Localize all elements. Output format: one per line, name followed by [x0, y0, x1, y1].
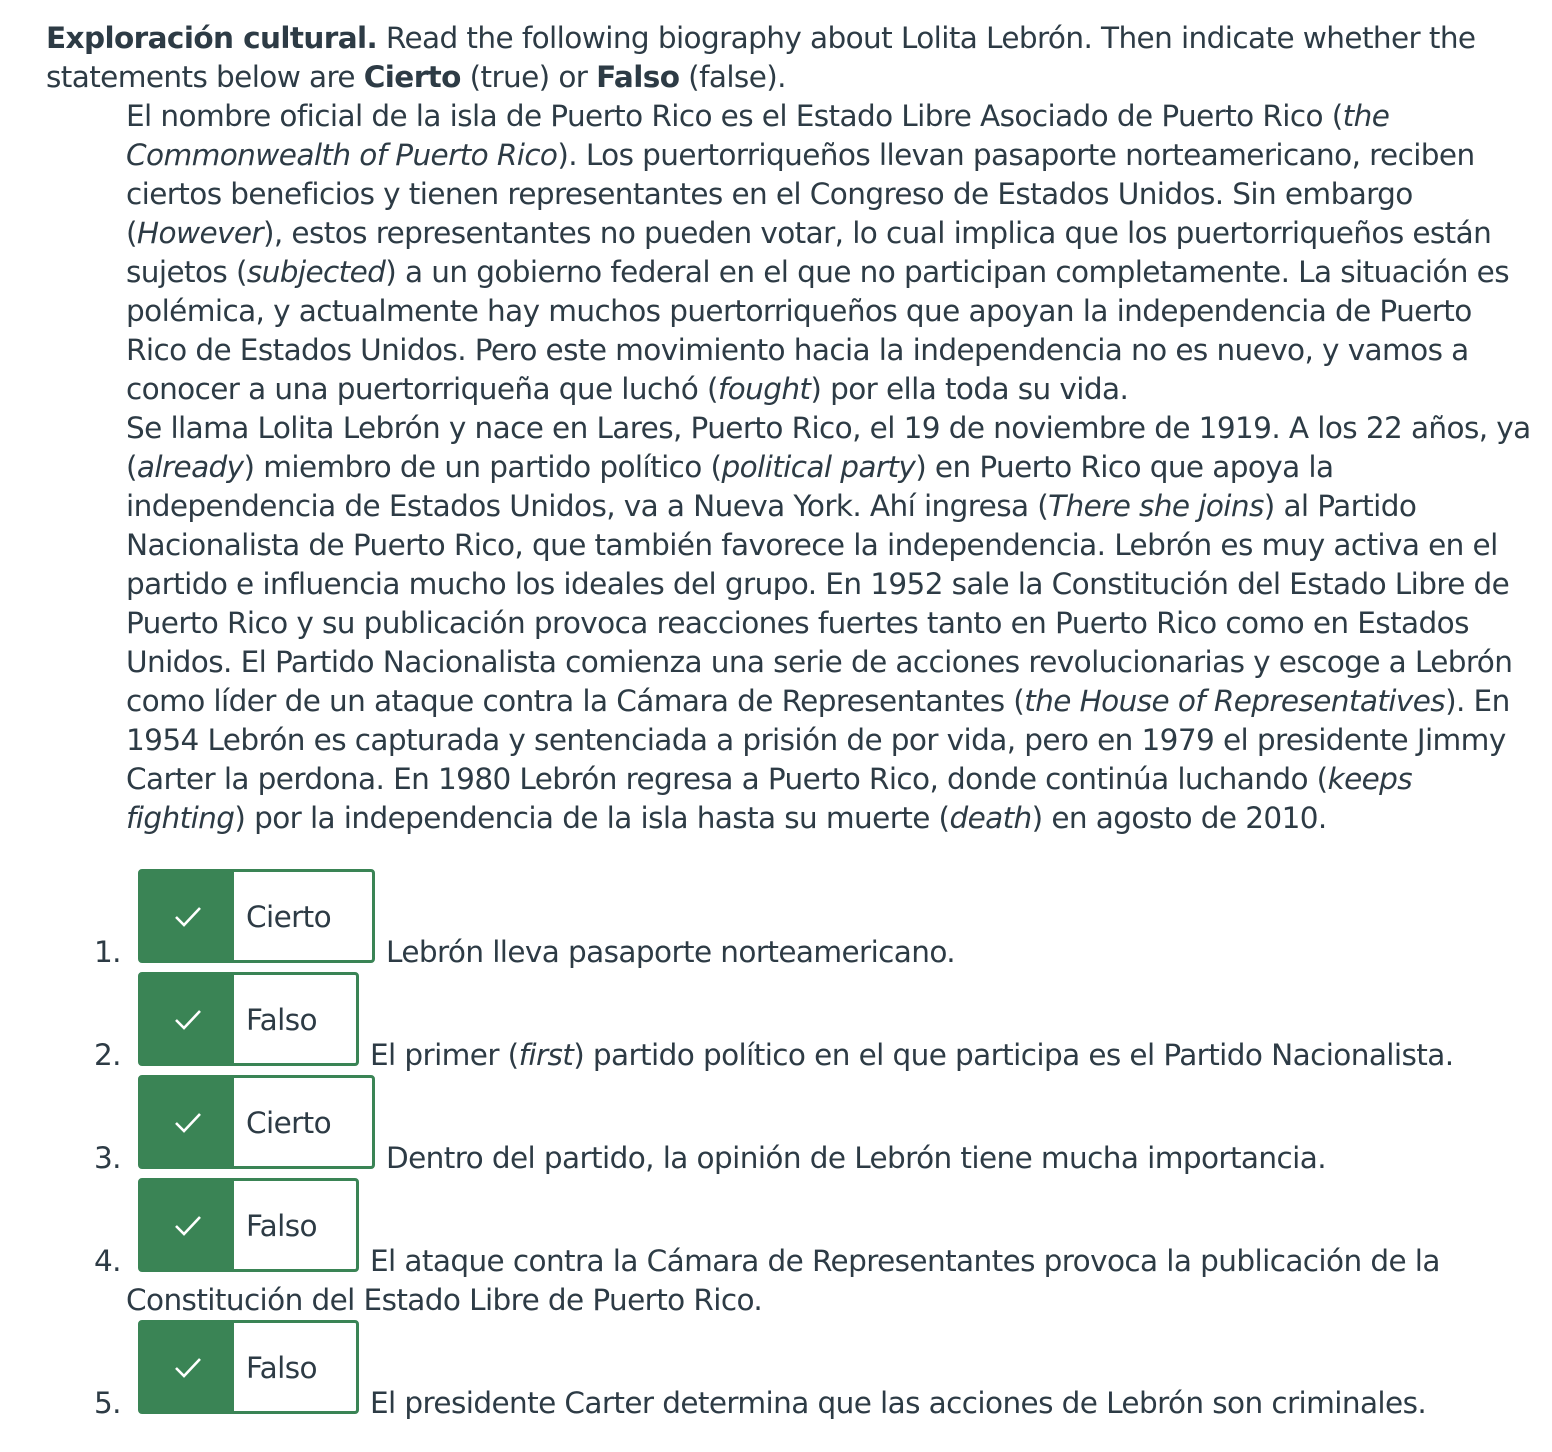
checkmark-icon — [141, 1078, 234, 1166]
gloss: political party — [721, 450, 916, 484]
gloss: already — [136, 450, 244, 484]
answer-select[interactable] — [138, 972, 359, 1066]
instructions — [46, 19, 1526, 97]
checkmark-icon — [141, 872, 234, 960]
statement-text: El primer ( — [370, 1038, 519, 1072]
answer-select[interactable] — [138, 869, 375, 963]
passage-paragraph-2 — [126, 409, 1536, 838]
passage-text: ) por la independencia de la isla hasta su muerte ( — [234, 801, 950, 835]
question-number: 1. — [94, 935, 121, 969]
passage-text: ) al Partido Nacionalista de Puerto Rico, que también favorece la independencia. Lebrón es muy activa en el partido e influencia mucho los ideales del grupo. En 1952 sale la Constitución del Estado Libre de Puerto Rico y su publicación provoca reacciones fuertes tanto en Puerto Rico como en Estados Unidos. El Partido Nacionalista comienza una serie de acciones revolucionarias y escoge a Lebrón como líder de un ataque contra la Cámara de Representantes ( — [126, 489, 1513, 718]
passage-text: ), estos representantes no pueden votar, lo cual implica que los puertorriqueños están sujetos ( — [126, 216, 1492, 289]
gloss: There she joins — [1048, 489, 1264, 523]
instructions-text: Read the following biography about Lolita Lebrón. Then indicate whether the statements below are — [46, 21, 1476, 94]
passage-text: ) en agosto de 2010. — [1031, 801, 1327, 835]
checkmark-icon — [141, 1323, 234, 1411]
answer-value: Falso — [246, 1351, 317, 1385]
statement-text: ) partido político en el que participa es el Partido Nacionalista. — [573, 1038, 1454, 1072]
gloss: the House of Representatives — [1024, 684, 1446, 718]
answer-select[interactable] — [138, 1320, 359, 1414]
passage-text: ) a un gobierno federal en el que no participan completamente. La situación es polémica, y actualmente hay muchos puertorriqueños que apoyan la independencia de Puerto Rico de Estados Unidos. Pero este movimiento hacia la independencia no es nuevo, y vamos a conocer a una puertorriqueña que luchó ( — [126, 255, 1510, 406]
question-statement: Dentro del partido, la opinión de Lebrón tiene mucha importancia. — [386, 1141, 1326, 1175]
question-number: 2. — [94, 1038, 121, 1072]
passage-text: El nombre oficial de la isla de Puerto Rico es el Estado Libre Asociado de Puerto Rico ( — [126, 99, 1343, 133]
question-statement-continued: Constitución del Estado Libre de Puerto Rico. — [126, 1283, 763, 1317]
question-number: 5. — [94, 1386, 121, 1420]
passage-paragraph-1 — [126, 97, 1536, 409]
question-statement: Lebrón lleva pasaporte norteamericano. — [386, 935, 956, 969]
question-statement — [370, 1036, 1454, 1075]
instructions-title: Exploración cultural. — [46, 21, 378, 55]
answer-select[interactable] — [138, 1178, 359, 1272]
passage-text: ) miembro de un partido político ( — [243, 450, 722, 484]
gloss: first — [518, 1038, 574, 1072]
gloss: the Commonwealth of Puerto Rico — [126, 99, 1390, 172]
gloss: subjected — [246, 255, 386, 289]
answer-value: Falso — [246, 1003, 317, 1037]
passage-text: ). En 1954 Lebrón es capturada y sentenciada a prisión de por vida, pero en 1979 el presidente Jimmy Carter la perdona. En 1980 Lebrón regresa a Puerto Rico, donde continúa luchando ( — [126, 684, 1510, 796]
falso-term: Falso — [596, 60, 680, 94]
passage-text: ) en Puerto Rico que apoya la independencia de Estados Unidos, va a Nueva York. Ahí ingresa ( — [126, 450, 1334, 523]
instructions-text: (true) or — [460, 60, 597, 94]
gloss: death — [949, 801, 1032, 835]
question-number: 4. — [94, 1244, 121, 1278]
instructions-text: (false). — [679, 60, 786, 94]
checkmark-icon — [141, 975, 234, 1063]
cierto-term: Cierto — [363, 60, 461, 94]
answer-select[interactable] — [138, 1075, 375, 1169]
checkmark-icon — [141, 1181, 234, 1269]
passage-text: ). Los puertorriqueños llevan pasaporte norteamericano, reciben ciertos beneficios y tienen representantes en el Congreso de Estados Unidos. Sin embargo ( — [126, 138, 1475, 250]
question-statement: El ataque contra la Cámara de Representantes provoca la publicación de la — [370, 1244, 1440, 1278]
answer-value: Falso — [246, 1209, 317, 1243]
question-number: 3. — [94, 1141, 121, 1175]
answer-value: Cierto — [246, 1106, 332, 1140]
gloss: However — [136, 216, 263, 250]
gloss: fought — [717, 372, 811, 406]
answer-value: Cierto — [246, 900, 332, 934]
passage-text: Se llama Lolita Lebrón y nace en Lares, Puerto Rico, el 19 de noviembre de 1919. A los 22 años, ya ( — [126, 411, 1531, 484]
gloss: keeps fighting — [126, 762, 1413, 835]
passage-text: ) por ella toda su vida. — [810, 372, 1129, 406]
question-statement: El presidente Carter determina que las acciones de Lebrón son criminales. — [370, 1386, 1427, 1420]
